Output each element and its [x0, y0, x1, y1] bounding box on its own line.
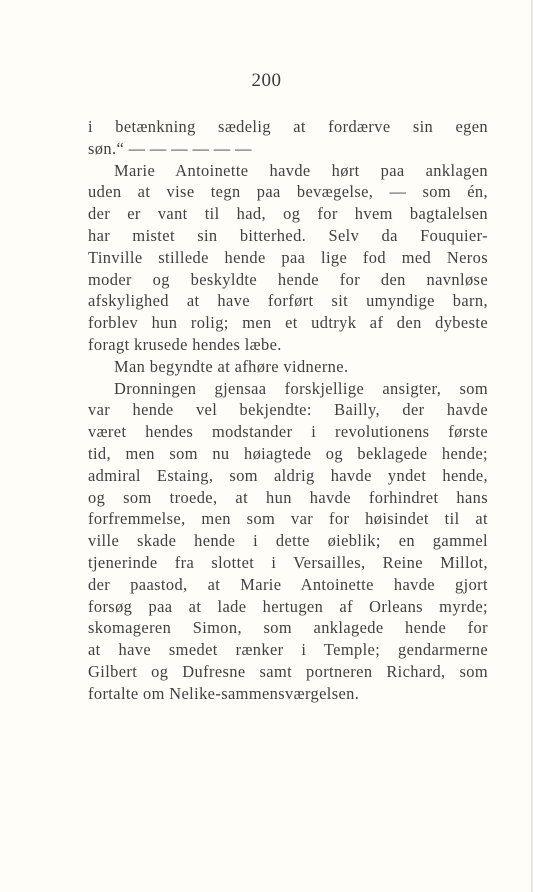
- text-line: afskylighed at have forført sit umyndige barn,: [88, 291, 488, 311]
- text-line: foragt krusede hendes læbe.: [88, 334, 282, 354]
- text-line: forblev hun rolig; men et udtryk af den dybeste: [88, 313, 488, 333]
- text-line: skomageren Simon, som anklagede hende for: [88, 618, 488, 638]
- paragraph: [88, 116, 488, 160]
- text-line: og som troede, at hun havde forhindret hans: [88, 487, 488, 507]
- text-line: i betænkning sædelig at fordærve sin egen: [88, 117, 488, 136]
- text-line: været hendes modstander i revolutionens første: [88, 422, 488, 442]
- page-number: 200: [251, 70, 282, 91]
- text-line: uden at vise tegn paa bevægelse, — som én,: [88, 182, 488, 202]
- text-line: tid, men som nu høiagtede og beklagede hende;: [88, 443, 488, 463]
- text-line: moder og beskyldte hende for den navnløse: [88, 269, 488, 289]
- text-line: at have smedet rænker i Temple; gendarmerne: [88, 640, 488, 660]
- text-line: tjenerinde fra slottet i Versailles, Reine Millot,: [88, 552, 488, 572]
- text-line: Tinville stillede hende paa lige fod med Neros: [88, 247, 488, 267]
- text-line: søn.“ — — — — — —: [88, 138, 252, 158]
- paragraph: [88, 160, 488, 356]
- text-line: forfremmelse, men som var for høisindet til at: [88, 509, 488, 529]
- text-line: Man begyndte at afhøre vidnerne.: [114, 356, 349, 376]
- text-line: forsøg paa at lade hertugen af Orleans myrde;: [88, 596, 488, 616]
- text-line: har mistet sin bitterhed. Selv da Fouquier-: [88, 225, 488, 245]
- text-line: Marie Antoinette havde hørt paa anklagen: [114, 160, 488, 180]
- body-text: [88, 116, 488, 705]
- paragraph: [88, 356, 488, 378]
- text-line: Dronningen gjensaa forskjellige ansigter, som: [114, 378, 488, 398]
- paragraph: [88, 378, 488, 705]
- text-line: admiral Estaing, som aldrig havde yndet hende,: [88, 465, 488, 485]
- text-line: ville skade hende i dette øieblik; en gammel: [88, 531, 488, 551]
- text-line: der er vant til had, og for hvem bagtalelsen: [88, 204, 488, 224]
- text-line: fortalte om Nelike-sammensværgelsen.: [88, 683, 360, 703]
- text-line: var hende vel bekjendte: Bailly, der havde: [88, 400, 488, 420]
- text-line: Gilbert og Dufresne samt portneren Richard, som: [88, 661, 488, 681]
- text-line: der paastod, at Marie Antoinette havde gjort: [88, 574, 488, 594]
